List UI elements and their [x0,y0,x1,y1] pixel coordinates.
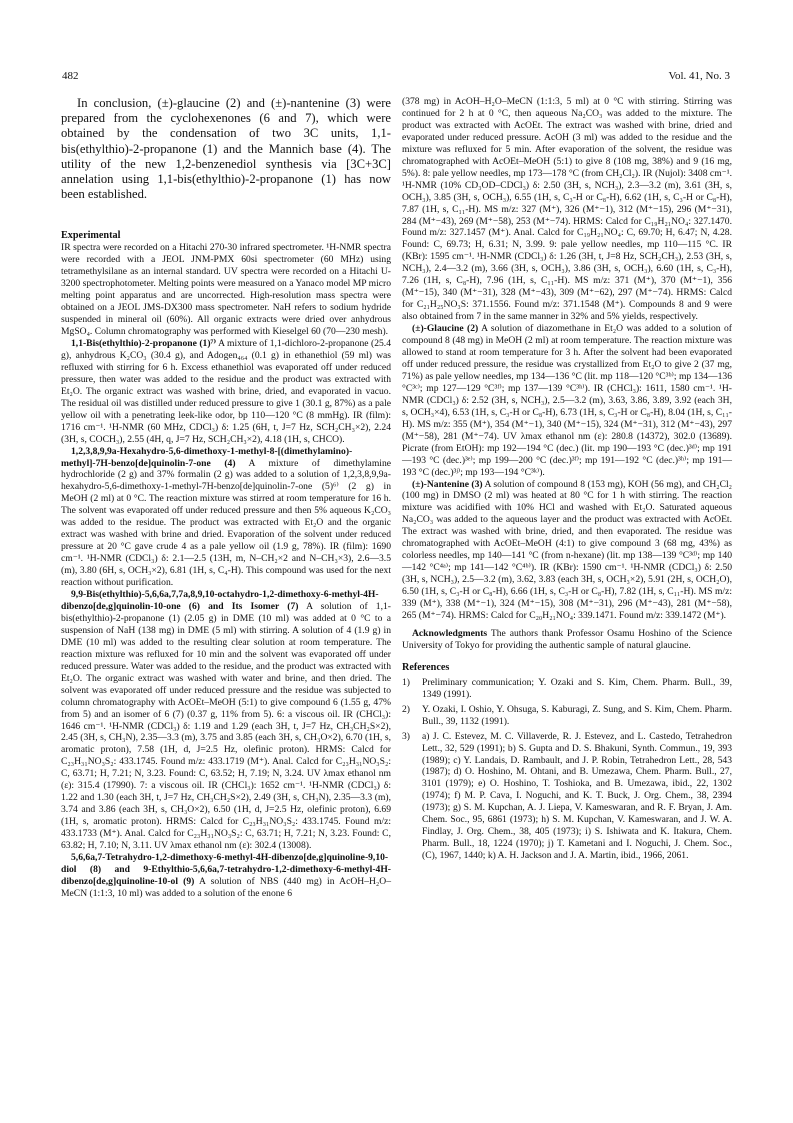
reference-number: 3) [402,730,410,742]
reference-text: Preliminary communication; Y. Ozaki and S. Kim, Chem. Pharm. Bull., 39, 1349 (1991). [422,676,732,700]
procedure-title: (±)-Nantenine (3) [412,478,483,490]
references-title: References [402,661,450,673]
reference-text: a) J. C. Estevez, M. C. Villaverde, R. J. Estevez, and L. Castedo, Tetrahedron Lett., 32, 529 (1991); b) S. Gupta and D. S. Bhakuni, Synth. Commun., 19, 393 (1989); c) Y. Landais, D. Rambault, and J. P. Robin, Tetrahedron Lett., 28, 543 (1987); d) O. Hoshino, M. Ohtani, and B. Umezawa, Chem. Pharm. Bull., 27, 3101 (1979); e) O. Hoshino, T. Toshioka, and B. Umezawa, ibid., 22, 1302 (1974); f) M. P. Cava, I. Noguchi, and K. T. Buck, J. Org. Chem., 38, 2394 (1973); g) S. M. Kupchan, A. J. Liepa, V. Kameswaran, and R. F. Bryan, J. Am. Chem. Soc., 95, 6861 (1973); h) S. M. Kupchan, V. Kameswaran, and J. W. A. Findlay, J. Org. Chem., 38, 405 (1973); i) S. Ishiwata and K. Itakura, Chem. Pharm. Bull., 18, 1224 (1970); j) T. Kametani and I. Noguchi, J. Chem. Soc., (C), 1967, 1440; k) A. H. Jackson and J. A. Martin, ibid., 1966, 2061. [422,730,732,862]
procedure-compound-8-9 [61,852,391,900]
procedure-glaucine [402,323,732,478]
procedure-nantenine [402,479,732,622]
reference-item [402,677,732,701]
acknowledgments-title: Acknowledgments [412,627,488,639]
acknowledgments [402,628,732,652]
right-column [402,96,732,865]
section-title-experimental: Experimental [61,230,121,242]
procedure-body: A mixture of dimethylamine hydrochloride (2 g) and 37% formalin (2 g) was added to a solution of 1,2,3,8,9,9a-hexahydro-5,6-dimethoxy-1-methyl-7H-benzo[de]quinolin-7-one (5)⁶⁾ (2 g) in MeOH (2 ml) at 0 °C. The reaction mixture was stirred at room temperature for 16 h. The solvent was evaporated off under reduced pressure and then 5% aqueous K₂CO₃ was added to the residue. The product was extracted with Et₂O and the organic extract was washed with brine and dried. Evaporation of the solvent under reduced pressure at 20 °C gave crude 4 as a pale yellow oil (1.9 g, 78%). IR (film): 1690 cm⁻¹. ¹H-NMR (CDCl₃) δ: 2.1—2.5 (13H, m, N–CH₂×2 and N–CH₃×3), 2.6—3.5 (m), 3.80 (6H, s, OCH₃×2), 6.81 (1H, s, C₄-H). This compound was used for the next reaction without purification. [61,457,391,589]
procedure-title: 1,1-Bis(ethylthio)-2-propanone (1)⁷⁾ [71,338,217,349]
journal-volume: Vol. 41, No. 3 [668,70,730,82]
procedure-body: A solution of 1,1-bis(ethylthio)-2-propanone (1) (2.05 g) in DME (10 ml) was added at 0 °C to a suspension of NaH (138 mg) in DME (5 ml) with stirring. A solution of 4 (1.9 g) in DME (10 ml) was added to the resulting clear solution at room temperature. The reaction mixture was refluxed for 10 min and the solvent was evaporated off under reduced pressure. Water was added to the residue, and the product was extracted with Et₂O. The organic extract was washed with water and brine, and then dried. The solvent was evaporated off under reduced pressure and the residue was subjected to column chromatography with AcOEt–MeOH (5:1) to give compound 6 (1.55 g, 47% from 5) and an isomer of 6 (7) (0.37 g, 11% from 5). 6: a viscous oil. IR (CHCl₃): 1646 cm⁻¹. ¹H-NMR (CDCl₃) δ: 1.19 and 1.29 (each 3H, t, J=7 Hz, CH₃CH₂S×2), 2.45 (3H, s, CH₃N), 2.35—3.3 (m), 3.75 and 3.85 (each 3H, s, CH₃O×2), 6.70 (1H, s, aromatic proton), 7.58 (1H, d, J=2.5 Hz, olefinic proton). HRMS: Calcd for C₂₃H₃₁NO₃S₂: 433.1745. Found m/z: 433.1719 (M⁺). Anal. Calcd for C₂₃H₃₁NO₃S₂: C, 63.71; H, 7.21; N, 3.23. Found: C, 63.52; H, 7.19; N, 3.24. UV λmax ethanol nm (ε): 315.4 (17990). 7: a viscous oil. IR (CHCl₃): 1652 cm⁻¹. ¹H-NMR (CDCl₃) δ: 1.22 and 1.30 (each 3H, t, J=7 Hz, CH₃CH₂S×2), 2.49 (3H, s, CH₃N), 2.35—3.3 (m), 3.74 and 3.86 (each 3H, s, CH₃O×2), 6.50 (1H, d, J=2.5 Hz, olefinic proton), 6.69 (1H, s, aromatic proton). HRMS: Calcd for C₂₃H₃₁NO₃S₂: 433.1745. Found m/z: 433.1733 (M⁺). Anal. Calcd for C₂₃H₃₁NO₃S₂: C, 63.71; H, 7.21; N, 3.23. Found: C, 63.82; H, 7.10; N, 3.11. UV λmax ethanol nm (ε): 302.4 (13008). [61,600,391,852]
left-column [61,96,391,900]
conclusion-paragraph: In conclusion, (±)-glaucine (2) and (±)-nantenine (3) were prepared from the cyclohexenones (6 and 7), which were obtained by the condensation of two 3C units, 1,1-bis(ethylthio)-2-propanone (1) and the Mannich base (4). The utility of the new 1,2-benzenediol synthesis via [3C+3C] annelation using 1,1-bis(ethylthio)-2-propanone (1) has now been established. [61,96,391,202]
procedure-title: 5,6,6a,7-Tetrahydro-1,2-dimethoxy-6-methyl-4H-dibenzo[de,g]quinoline-9,10-diol (8) and 9-Ethylthio-5,6,6a,7-tetrahydro-1,2-dimethoxy-6-methyl-4H-dibenzo[de,g]quinoline-10-ol (9) [61,851,391,887]
procedure-compound-8-9-continued: (378 mg) in AcOH–H₂O–MeCN (1:1:3, 5 ml) at 0 °C with stirring. Stirring was continued for 2 h at 0 °C, then aqueous Na₂CO₃ was added to the mixture. The product was extracted with AcOEt. The extract was washed with brine, dried and evaporated under reduced pressure. AcOH (3 ml) was added to the residue and the mixture was refluxed for 5 min. After evaporation of the solvent, the residue was chromatographed with AcOEt–MeOH (5:1) to give 8 (108 mg, 38%) and 9 (16 mg, 5%). 8: pale yellow needles, mp 173—178 °C (from CH₂Cl₂). IR (Nujol): 3408 cm⁻¹. ¹H-NMR (10% CD₃OD–CDCl₃) δ: 2.50 (3H, s, NCH₃), 2.3—3.2 (m), 3.61 (3H, s, OCH₃), 3.85 (3H, s, OCH₃), 6.55 (1H, s, C₃-H or C₈-H), 6.62 (1H, s, C₃-H or C₈-H), 7.87 (1H, s, C₁₁-H). MS m/z: 327 (M⁺), 326 (M⁺−1), 312 (M⁺−15), 296 (M⁺−31), 284 (M⁺−43), 269 (M⁺−58), 253 (M⁺−74). HRMS: Calcd for C₁₉H₂₁NO₄: 327.1470. Found m/z: 327.1457 (M⁺). Anal. Calcd for C₁₉H₂₁NO₄: C, 69.70; H, 6.47; N, 4.28. Found: C, 69.73; H, 6.31; N, 3.99. 9: pale yellow needles, mp 110—115 °C. IR (KBr): 1595 cm⁻¹. ¹H-NMR (CDCl₃) δ: 1.26 (3H, t, J=8 Hz, SCH₂CH₃), 2.53 (3H, s, NCH₃), 2.4—3.2 (m), 3.66 (3H, s, OCH₃), 3.86 (3H, s, OCH₃), 6.60 (1H, s, C₃-H), 7.26 (1H, s, C₈-H), 7.96 (1H, s, C₁₁-H). MS m/z: 371 (M⁺), 370 (M⁺−1), 356 (M⁺−15), 340 (M⁺−31), 328 (M⁺−43), 309 (M⁺−62), 297 (M⁺−74). HRMS: Calcd for C₂₁H₂₅NO₃S: 371.1556. Found m/z: 371.1548 (M⁺). Compounds 8 and 9 were also obtained from 7 in the same manner in 32% and 5% yields, respectively. [402,96,732,323]
reference-number: 2) [402,703,410,715]
procedure-title: 9,9-Bis(ethylthio)-5,6,6a,7,7a,8,9,10-octahydro-1,2-dimethoxy-6-methyl-4H-dibenzo[de,g]quinolin-10-one (6) and Its Isomer (7) [61,589,379,612]
reference-text: Y. Ozaki, I. Oshio, Y. Ohsuga, S. Kaburagi, Z. Sung, and S. Kim, Chem. Pharm. Bull., 39, 1132 (1991). [422,703,732,727]
general-methods-paragraph: IR spectra were recorded on a Hitachi 270-30 infrared spectrometer. ¹H-NMR spectra were recorded with a JEOL JNM-PMX 60si spectrometer (60 MHz) using tetramethylsilane as an internal standard. UV spectra were recorded on a Hitachi U-3200 spectrophotometer. Melting points were measured on a Yanaco model MP micro melting point apparatus and are uncorrected. High-resolution mass spectra were obtained on a JEOL JMS-DX300 mass spectrometer. NaH refers to sodium hydride suspended in mineral oil (60%). All organic extracts were dried over anhydrous MgSO₄. Column chromatography was performed with Kieselgel 60 (70—230 mesh). [61,242,391,338]
reference-number: 1) [402,676,410,688]
reference-item [402,731,732,862]
references-list [402,677,732,862]
reference-item [402,704,732,728]
procedure-body: A solution of diazomethane in Et₂O was added to a solution of compound 8 (48 mg) in MeOH (2 ml) at room temperature. The reaction mixture was allowed to stand at room temperature for 3 h. After the solvent had been evaporated off under reduced pressure, the residue was crystallized from Et₂O to give 2 (37 mg, 71%) as pale yellow needles, mp 134—136 °C (lit. mp 118—120 °C³ᵇ⁾; mp 134—136 °C³ᶜ⁾; mp 127—129 °C³ᶠ⁾; mp 137—139 °C³ʰ⁾). IR (CHCl₃): 1611, 1580 cm⁻¹. ¹H-NMR (CDCl₃) δ: 2.52 (3H, s, NCH₃), 2.5—3.2 (m), 3.63, 3.86, 3.89, 3.92 (each 3H, s, OCH₃×4), 6.53 (1H, s, C₃-H or C₈-H), 6.73 (1H, s, C₃-H or C₈-H), 8.04 (1H, s, C₁₁-H). MS m/z: 355 (M⁺), 354 (M⁺−1), 340 (M⁺−15), 324 (M⁺−31), 312 (M⁺−43), 297 (M⁺−58), 281 (M⁺−74). UV λmax ethanol nm (ε): 280.8 (14372), 302.0 (13689). Picrate (from EtOH): mp 192—194 °C (dec.) (lit. mp 190—193 °C (dec.)³ᵈ⁾; mp 191—193 °C (dec.)³ᵉ⁾; mp 199—200 °C (dec.)³ᶠ⁾; mp 191—192 °C (dec.)³ʰ⁾; mp 191— 193 °C (dec.)³ʲ⁾; mp 193—194 °C³ᵏ⁾). [402,323,732,478]
page-number: 482 [62,70,79,82]
procedure-title: 1,2,3,8,9,9a-Hexahydro-5,6-dimethoxy-1-methyl-8-[(dimethylamino)-methyl]-7H-benzo[de]quinolin-7-one (4) [61,445,353,469]
procedure-compound-1 [61,338,391,446]
procedure-body: A solution of NBS (440 mg) in AcOH–H₂O–MeCN (1:1:3, 10 ml) was added to a solution of the enone 6 [61,875,391,899]
procedure-body: A solution of compound 8 (153 mg), KOH (56 mg), and CH₂Cl₂ (100 mg) in DMSO (2 ml) was heated at 80 °C for 1 h with stirring. The reaction mixture was acidified with 10% HCl and washed with Et₂O. Saturated aqueous Na₂CO₃ was added to the aqueous layer and the product was extracted with AcOEt. The extract was washed with brine, dried, and then evaporated. The residue was chromatographed with AcOEt–MeOH (4:1) to give compound 3 (68 mg, 43%) as colorless needles, mp 140—141 °C (from n-hexane) (lit. mp 138—139 °C³ᵈ⁾; mp 140—142 °C⁴ᵃ⁾; mp 141—142 °C⁴ᵇ⁾). IR (KBr): 1590 cm⁻¹. ¹H-NMR (CDCl₃) δ: 2.50 (3H, s, NCH₃), 2.5—3.2 (m), 3.62, 3.83 (each 3H, s, OCH₃×2), 5.91 (2H, s, OCH₂O), 6.50 (1H, s, C₃-H or C₈-H), 6.66 (1H, s, C₃-H or C₈-H), 7.82 (1H, s, C₁₁-H). MS m/z: 339 (M⁺), 338 (M⁺−1), 324 (M⁺−15), 308 (M⁺−31), 296 (M⁺−43), 281 (M⁺−58), 265 (M⁺−74). HRMS: Calcd for C₂₀H₂₁NO₄: 339.1471. Found m/z: 339.1472 (M⁺). [402,478,732,621]
procedure-body: A mixture of 1,1-dichloro-2-propanone (25.4 g), anhydrous K₂CO₃ (30.4 g), and Adogen₄₆₄ (0.1 g) in ethanethiol (59 ml) was refluxed with stirring for 6 h. Excess ethanethiol was evaporated off under reduced pressure, then water was added to the residue and the product was extracted with Et₂O. The organic extract was washed with brine, dried, and evaporated in vacuo. The residual oil was distilled under reduced pressure to give 1 (30.1 g, 87%) as a pale yellow oil with a penetrating leek-like odor, bp 110—120 °C (8 mmHg). IR (film): 1716 cm⁻¹. ¹H-NMR (60 MHz, CDCl₃) δ: 1.25 (6H, t, J=7 Hz, SCH₂CH₃×2), 2.24 (3H, s, COCH₃), 2.55 (4H, q, J=7 Hz, SCH₂CH₃×2), 4.18 (1H, s, CHCO). [61,338,391,445]
procedure-compound-6-7 [61,589,391,852]
procedure-compound-4 [61,446,391,589]
acknowledgments-body: The authors thank Professor Osamu Hoshino of the Science University of Tokyo for providing the authentic sample of natural glaucine. [402,627,732,651]
procedure-title: (±)-Glaucine (2) [412,323,479,335]
